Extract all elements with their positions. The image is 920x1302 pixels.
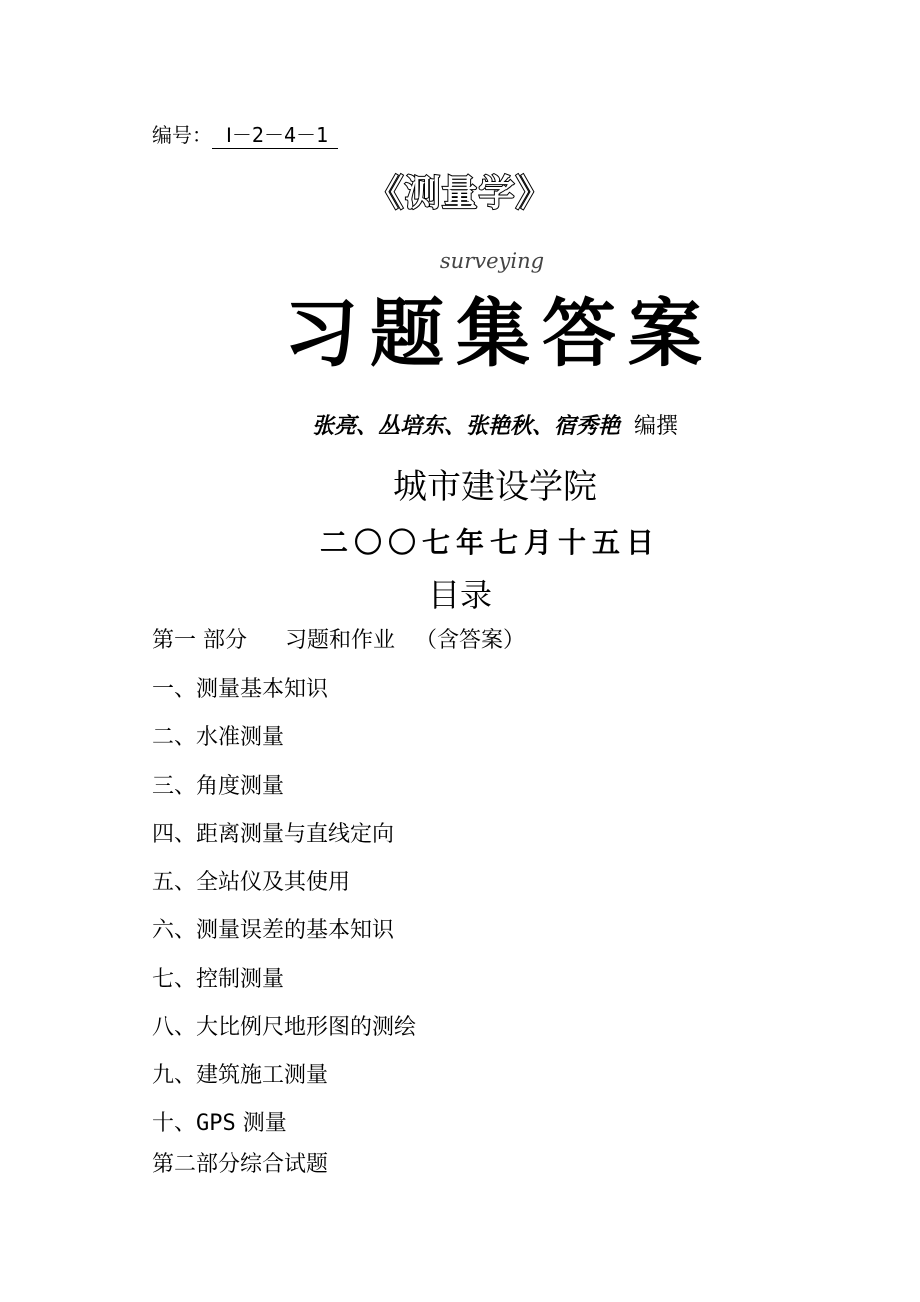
toc-item: 八、大比例尺地形图的测绘: [152, 1015, 417, 1040]
author-role: 编撰: [634, 414, 679, 439]
toc-part-one-note: （含答案）: [415, 628, 526, 653]
toc-item: 三、角度测量: [152, 774, 285, 799]
toc-item: 九、建筑施工测量: [152, 1063, 329, 1088]
toc-item: 七、控制测量: [152, 967, 285, 992]
toc-item: 二、水准测量: [152, 725, 285, 750]
toc-item-gps: [152, 1107, 287, 1141]
author-names: 张亮、丛培东、张艳秋、宿秀艳: [311, 413, 620, 439]
toc-item: 六、测量误差的基本知识: [152, 918, 395, 943]
institution: 城市建设学院: [393, 467, 597, 507]
toc-part-two: 第二部分综合试题: [152, 1152, 329, 1177]
publication-date: 二〇〇七年七月十五日: [319, 526, 660, 559]
toc-part-one: [152, 624, 525, 658]
serial-label: 编号：: [152, 123, 212, 147]
authors-line: [0, 408, 920, 445]
toc-item-suffix: 测量: [235, 1111, 287, 1136]
toc-item: 五、全站仪及其使用: [152, 870, 351, 895]
toc-part-one-label: 第一 部分: [152, 628, 247, 653]
serial-number: [152, 120, 338, 150]
toc-item-prefix: 十、: [152, 1111, 197, 1136]
toc-part-one-title: 习题和作业: [285, 628, 396, 653]
main-title: 习题集答案: [284, 291, 714, 377]
toc-item: 四、距离测量与直线定向: [152, 822, 395, 847]
english-subtitle: surveying: [439, 249, 545, 273]
serial-value: Ⅰ－2－4－1: [212, 122, 338, 149]
toc-heading: 目录: [427, 576, 492, 614]
toc-item: 一、测量基本知识: [152, 677, 329, 702]
toc-item-gps-term: GPS: [196, 1111, 236, 1136]
subject-title: 《测量学》: [367, 173, 553, 214]
